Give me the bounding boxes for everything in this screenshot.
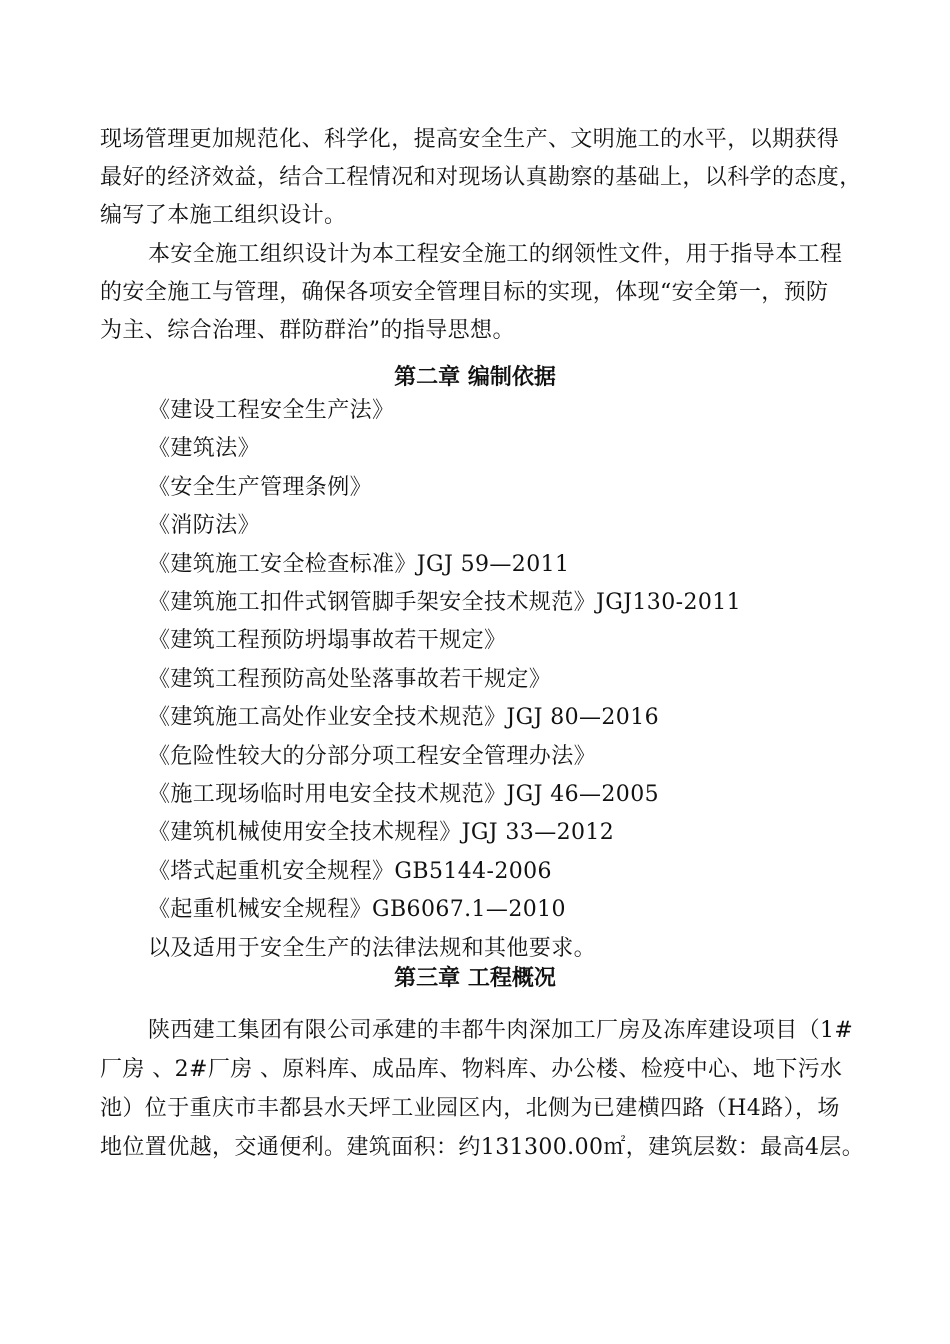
intro-p1-line-1: 现场管理更加规范化、科学化，提高安全生产、文明施工的水平，以期获得 [100,127,840,152]
intro-p1-line-2: 最好的经济效益，结合工程情况和对现场认真勘察的基础上，以科学的态度， [100,165,862,190]
chapter-3-title: 第三章 工程概况 [394,966,556,991]
intro-p2-line-1: 本安全施工组织设计为本工程安全施工的纲领性文件，用于指导本工程 [148,242,843,267]
reference-item: 《塔式起重机安全规程》GB5144-2006 [148,858,552,884]
reference-list [148,392,741,968]
reference-item: 《施工现场临时用电安全技术规范》JGJ 46—2005 [148,782,659,808]
reference-item: 《起重机械安全规程》GB6067.1—2010 [148,897,566,923]
overview-line-2: 厂房 、2#厂房 、原料库、成品库、物料库、办公楼、检疫中心、地下污水 [100,1057,843,1082]
overview-line-3: 池）位于重庆市丰都县水天坪工业园区内，北侧为已建横四路（H4路），场 [100,1096,840,1121]
reference-item: 《建筑施工安全检查标准》JGJ 59—2011 [148,551,570,577]
reference-item: 《建筑法》 [148,436,261,462]
reference-item: 《消防法》 [148,513,261,539]
reference-item: 《危险性较大的分部分项工程安全管理办法》 [148,743,597,769]
reference-item: 《建筑施工高处作业安全技术规范》JGJ 80—2016 [148,705,659,731]
intro-p2-line-2: 的安全施工与管理，确保各项安全管理目标的实现，体现“安全第一，预防 [100,280,829,305]
chapter-2-title: 第二章 编制依据 [394,365,556,390]
reference-item: 《建筑工程预防坍塌事故若干规定》 [148,628,507,654]
reference-item: 《建筑机械使用安全技术规程》JGJ 33—2012 [148,820,615,846]
reference-item: 《建筑工程预防高处坠落事故若干规定》 [148,666,552,692]
overview-line-4: 地位置优越，交通便利。建筑面积：约131300.00㎡，建筑层数：最高4层。 [100,1135,865,1160]
reference-item: 《安全生产管理条例》 [148,474,373,500]
overview-line-1: 陕西建工集团有限公司承建的丰都牛肉深加工厂房及冻库建设项目（1# [148,1018,854,1043]
reference-closing: 以及适用于安全生产的法律法规和其他要求。 [148,935,597,961]
intro-p1-line-3: 编写了本施工组织设计。 [100,203,347,228]
reference-item: 《建筑施工扣件式钢管脚手架安全技术规范》JGJ130-2011 [148,590,742,616]
intro-p2-line-3: 为主、综合治理、群防群治”的指导思想。 [100,318,515,343]
reference-item: 《建设工程安全生产法》 [148,398,395,423]
